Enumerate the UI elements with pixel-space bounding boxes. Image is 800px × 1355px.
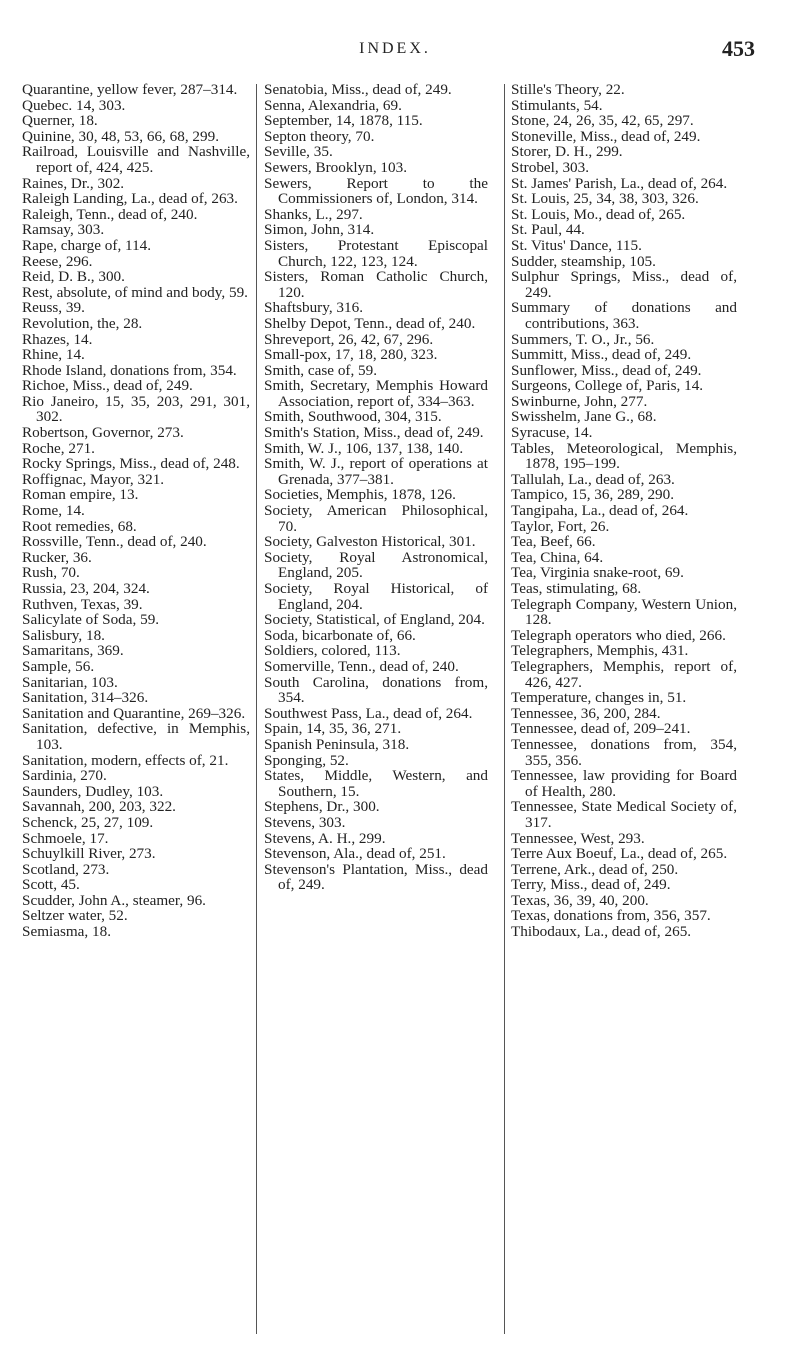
index-entry: Rio Janeiro, 15, 35, 203, 291, 301, 302. (22, 392, 250, 426)
index-entry: Raleigh Landing, La., dead of, 263. (22, 190, 238, 208)
index-entry: St. Louis, 25, 34, 38, 303, 326. (511, 190, 699, 208)
index-entry: Quinine, 30, 48, 53, 66, 68, 299. (22, 127, 220, 145)
index-entry: Strobel, 303. (511, 158, 590, 176)
index-entry: Summers, T. O., Jr., 56. (511, 330, 655, 348)
index-entry: Smith, Southwood, 304, 315. (264, 408, 442, 426)
index-entry: Tables, Meteorological, Memphis, 1878, 195–199. (511, 439, 737, 473)
index-entry: Seville, 35. (264, 143, 333, 161)
index-entry: Sudder, steamship, 105. (511, 252, 656, 270)
index-entry: Rome, 14. (22, 502, 85, 520)
index-entry: Storer, D. H., 299. (511, 143, 623, 161)
index-entry: Shaftsbury, 316. (264, 299, 363, 317)
index-entry: Telegraphers, Memphis, report of, 426, 427. (511, 657, 737, 691)
index-entry: Sanitation and Quarantine, 269–326. (22, 704, 246, 722)
index-entry: Saunders, Dudley, 103. (22, 782, 164, 800)
index-entry: Scotland, 273. (22, 860, 110, 878)
index-entry: Smith, Secretary, Memphis Howard Association, report of, 334–363. (264, 377, 488, 410)
index-entry: Seltzer water, 52. (22, 907, 128, 925)
index-entry: Spain, 14, 35, 36, 271. (264, 720, 402, 738)
index-entry: September, 14, 1878, 115. (264, 112, 423, 130)
index-entry: Tallulah, La., dead of, 263. (511, 470, 675, 488)
index-entry: Sardinia, 270. (22, 767, 107, 785)
index-entry: Texas, donations from, 356, 357. (511, 907, 711, 925)
index-entry: Smith's Station, Miss., dead of, 249. (264, 424, 484, 442)
index-entry: Society, Royal Historical, of England, 204. (264, 580, 488, 613)
index-entry: Stevens, A. H., 299. (264, 829, 386, 847)
index-entry: Society, Royal Astronomical, England, 205. (264, 548, 488, 582)
index-entry: Raines, Dr., 302. (22, 174, 125, 192)
index-entry: Sample, 56. (22, 657, 95, 675)
index-entry: Thibodaux, La., dead of, 265. (511, 923, 692, 941)
index-entry: Shanks, L., 297. (264, 205, 363, 223)
index-entry: Railroad, Louisville and Nashville, report of, 424, 425. (22, 143, 250, 176)
index-entry: Sanitation, 314–326. (22, 689, 149, 707)
index-entry: Robertson, Governor, 273. (22, 424, 184, 442)
index-entry: Telegraph Company, Western Union, 128. (511, 595, 737, 629)
index-entry: Swinburne, John, 277. (511, 392, 648, 410)
index-entry: Smith, case of, 59. (264, 361, 378, 379)
index-entry: Tampico, 15, 36, 289, 290. (511, 486, 675, 504)
index-entry: Tea, Beef, 66. (511, 533, 596, 551)
index-entry: Revolution, the, 28. (22, 314, 143, 332)
index-entry: Quarantine, yellow fever, 287–314. (22, 81, 238, 98)
index-entry: Querner, 18. (22, 112, 98, 130)
index-entry: Somerville, Tenn., dead of, 240. (264, 657, 459, 675)
index-entry: Richoe, Miss., dead of, 249. (22, 377, 193, 395)
index-entry: St. James' Parish, La., dead of, 264. (511, 174, 728, 192)
index-entry: Schmoele, 17. (22, 829, 109, 847)
index-entry: Tea, China, 64. (511, 548, 604, 566)
index-entry: Sewers, Report to the Commissioners of, London, 314. (264, 174, 488, 208)
column-divider (256, 84, 257, 1334)
index-entry: Summitt, Miss., dead of, 249. (511, 346, 692, 364)
index-entry: Terry, Miss., dead of, 249. (511, 876, 671, 894)
index-entry: Summary of donations and contributions, 363. (511, 299, 737, 332)
index-entry: Stevens, 303. (264, 813, 346, 831)
index-entry: Reuss, 39. (22, 299, 85, 317)
index-entry: Scudder, John A., steamer, 96. (22, 891, 206, 909)
index-entry: Sewers, Brooklyn, 103. (264, 158, 408, 176)
index-entry: Scott, 45. (22, 876, 80, 894)
index-column-2 (264, 82, 488, 893)
index-entry: Semiasma, 18. (22, 923, 112, 941)
index-entry: Stoneville, Miss., dead of, 249. (511, 127, 701, 145)
index-entry: Sanitation, modern, effects of, 21. (22, 751, 229, 769)
index-entry: Tea, Virginia snake-root, 69. (511, 564, 684, 582)
index-entry: Simon, John, 314. (264, 221, 375, 239)
index-entry: Smith, W. J., report of operations at Grenada, 377–381. (264, 455, 488, 488)
index-entry: Sisters, Roman Catholic Church, 120. (264, 268, 488, 301)
index-entry: Stimulants, 54. (511, 96, 603, 114)
index-entry: Salisbury, 18. (22, 626, 105, 644)
index-entry: Savannah, 200, 203, 322. (22, 798, 176, 816)
index-entry: Spanish Peninsula, 318. (264, 735, 410, 753)
index-entry: Rush, 70. (22, 564, 80, 582)
index-entry: Sulphur Springs, Miss., dead of, 249. (511, 268, 737, 301)
index-entry: Roman empire, 13. (22, 486, 139, 504)
index-entry: Syracuse, 14. (511, 424, 593, 442)
index-entry: Rest, absolute, of mind and body, 59. (22, 283, 248, 301)
index-entry: Salicylate of Soda, 59. (22, 611, 160, 629)
index-entry: Roche, 271. (22, 439, 95, 457)
index-entry: Reese, 296. (22, 252, 93, 270)
index-entry: St. Louis, Mo., dead of, 265. (511, 205, 686, 223)
index-entry: Root remedies, 68. (22, 517, 137, 535)
index-column-1 (22, 82, 250, 940)
index-entry: Society, Galveston Historical, 301. (264, 533, 476, 551)
index-entry: Samaritans, 369. (22, 642, 124, 660)
index-entry: Stevenson's Plantation, Miss., dead of, 249. (264, 860, 488, 894)
index-entry: Tennessee, State Medical Society of, 317. (511, 798, 737, 831)
index-entry: South Carolina, donations from, 354. (264, 673, 488, 707)
index-entry: Sponging, 52. (264, 751, 349, 769)
index-entry: Tennessee, West, 293. (511, 829, 645, 847)
index-entry: Rhode Island, donations from, 354. (22, 361, 237, 379)
index-entry: Sunflower, Miss., dead of, 249. (511, 361, 702, 379)
index-entry: Tennessee, 36, 200, 284. (511, 704, 661, 722)
page-header-title: INDEX. (359, 40, 431, 57)
index-entry: Texas, 36, 39, 40, 200. (511, 891, 649, 909)
index-entry: Rocky Springs, Miss., dead of, 248. (22, 455, 240, 473)
index-entry: Smith, W. J., 106, 137, 138, 140. (264, 439, 464, 457)
index-entry: States, Middle, Western, and Southern, 15. (264, 767, 488, 800)
index-entry: Terre Aux Boeuf, La., dead of, 265. (511, 845, 728, 863)
index-entry: Sanitarian, 103. (22, 673, 118, 691)
index-entry: Reid, D. B., 300. (22, 268, 125, 286)
index-entry: Tennessee, donations from, 354, 355, 356. (511, 735, 737, 769)
index-entry: Russia, 23, 204, 324. (22, 580, 150, 597)
index-entry: Rape, charge of, 114. (22, 236, 152, 254)
index-entry: Sanitation, defective, in Memphis, 103. (22, 720, 250, 753)
index-entry: Society, Statistical, of England, 204. (264, 611, 485, 629)
index-entry: Ruthven, Texas, 39. (22, 595, 143, 613)
index-entry: Society, American Philosophical, 70. (264, 502, 488, 535)
index-entry: Rucker, 36. (22, 548, 92, 566)
index-entry: Stephens, Dr., 300. (264, 798, 380, 816)
index-entry: Terrene, Ark., dead of, 250. (511, 860, 679, 878)
index-entry: Shelby Depot, Tenn., dead of, 240. (264, 314, 476, 332)
index-column-3 (511, 82, 737, 940)
index-entry: Telegraphers, Memphis, 431. (511, 642, 689, 660)
index-entry: Schuylkill River, 273. (22, 845, 156, 863)
page-number: 453 (722, 36, 755, 61)
index-entry: St. Vitus' Dance, 115. (511, 236, 642, 254)
index-entry: St. Paul, 44. (511, 221, 585, 239)
index-entry: Rhazes, 14. (22, 330, 93, 348)
index-entry: Teas, stimulating, 68. (511, 580, 642, 597)
index-entry: Southwest Pass, La., dead of, 264. (264, 704, 473, 722)
index-entry: Tennessee, dead of, 209–241. (511, 720, 691, 738)
index-entry: Taylor, Fort, 26. (511, 517, 610, 535)
index-entry: Small-pox, 17, 18, 280, 323. (264, 346, 438, 364)
index-entry: Soda, bicarbonate of, 66. (264, 626, 416, 644)
index-entry: Rossville, Tenn., dead of, 240. (22, 533, 207, 551)
index-entry: Quebec. 14, 303. (22, 96, 126, 114)
index-entry: Sisters, Protestant Episcopal Church, 122, 123, 124. (264, 236, 488, 270)
index-entry: Septon theory, 70. (264, 127, 375, 145)
index-entry: Roffignac, Mayor, 321. (22, 470, 165, 488)
index-entry: Swisshelm, Jane G., 68. (511, 408, 657, 426)
index-entry: Senna, Alexandria, 69. (264, 96, 402, 114)
index-entry: Temperature, changes in, 51. (511, 689, 687, 707)
index-entry: Ramsay, 303. (22, 221, 105, 239)
column-divider (504, 84, 505, 1334)
index-entry: Societies, Memphis, 1878, 126. (264, 486, 456, 504)
index-entry: Tangipaha, La., dead of, 264. (511, 502, 689, 520)
index-entry: Surgeons, College of, Paris, 14. (511, 377, 704, 395)
index-entry: Rhine, 14. (22, 346, 85, 364)
index-entry: Shreveport, 26, 42, 67, 296. (264, 330, 434, 348)
index-entry: Telegraph operators who died, 266. (511, 626, 726, 644)
index-entry: Senatobia, Miss., dead of, 249. (264, 81, 452, 98)
index-entry: Stille's Theory, 22. (511, 81, 625, 98)
index-entry: Stevenson, Ala., dead of, 251. (264, 845, 446, 863)
index-entry: Tennessee, law providing for Board of Health, 280. (511, 767, 737, 800)
index-entry: Schenck, 25, 27, 109. (22, 813, 154, 831)
index-entry: Soldiers, colored, 113. (264, 642, 401, 660)
index-entry: Raleigh, Tenn., dead of, 240. (22, 205, 198, 223)
index-entry: Stone, 24, 26, 35, 42, 65, 297. (511, 112, 694, 130)
